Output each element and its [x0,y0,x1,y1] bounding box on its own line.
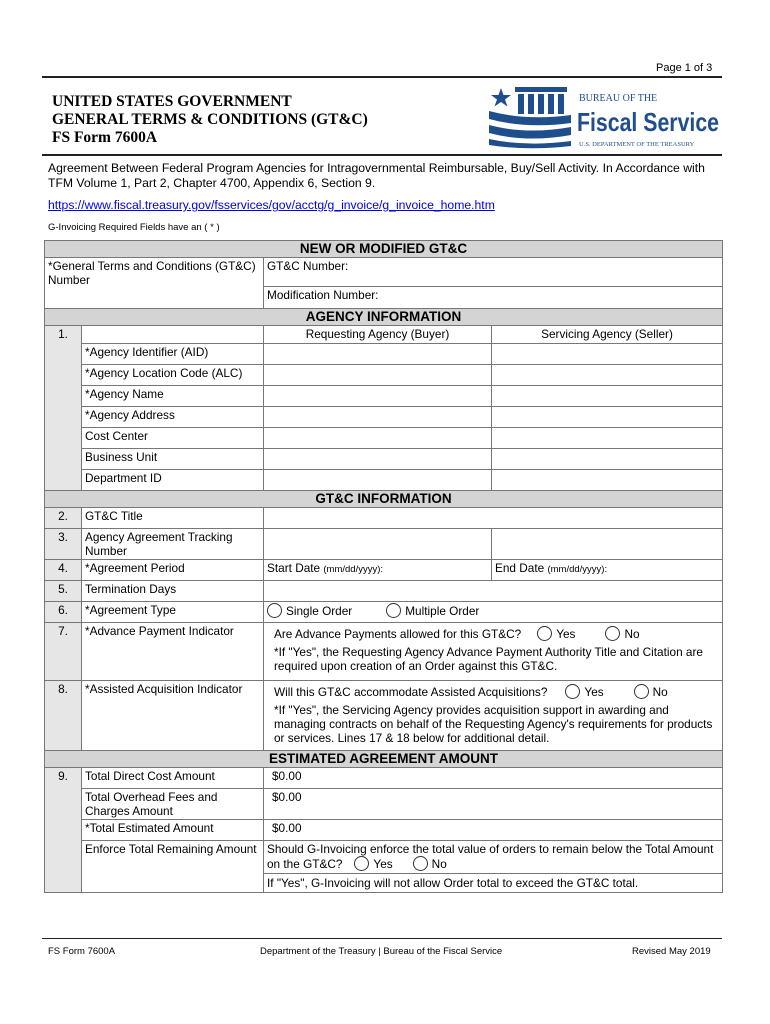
buyer-address-field[interactable] [264,407,492,428]
enforce-no-label: No [431,857,447,871]
top-rule [42,76,722,78]
assisted-acquisition-no-radio[interactable] [634,684,649,699]
advance-payment-yes-radio[interactable] [537,626,552,641]
assisted-acquisition-yes-label: Yes [584,685,604,699]
advance-payment-label: *Advance Payment Indicator [82,623,264,681]
agency-address-label: *Agency Address [82,407,264,428]
title-line-2: GENERAL TERMS & CONDITIONS (GT&C) [52,111,368,128]
buyer-name-field[interactable] [264,386,492,407]
total-estimated-label: *Total Estimated Amount [82,820,264,841]
end-date-field[interactable] [492,560,723,581]
row-number-8: 8. [45,681,82,751]
gtc-form-table [44,240,723,893]
gtc-title-caption: GT&C Title [85,509,143,523]
requesting-agency-header: Requesting Agency (Buyer) [264,326,492,344]
seller-department-id-field[interactable] [492,470,723,491]
start-date-format: (mm/dd/yyyy): [323,564,384,575]
footer-form-name: FS Form 7600A [48,946,116,957]
header-rule [42,154,722,156]
agreement-period-label: *Agreement Period [82,560,264,581]
assisted-acquisition-question: Will this GT&C accommodate Assisted Acquisitions? [274,685,548,699]
title-line-1: UNITED STATES GOVERNMENT [52,93,292,110]
row-number-1: 1. [45,326,82,491]
single-order-radio[interactable] [267,603,282,618]
end-date-format: (mm/dd/yyyy): [547,564,608,575]
assisted-acquisition-note: *If "Yes", the Servicing Agency provides acquisition support in awarding and managing contracts on behalf of the Requesting Agency's requirements for products or services. Lines 17 & 18 below for additional detail. [274,703,713,745]
cost-center-label: Cost Center [82,428,264,449]
modification-number-field[interactable] [264,287,723,309]
gtc-title-field[interactable] [264,508,723,529]
agency-location-code-label: *Agency Location Code (ALC) [82,365,264,386]
start-date-caption: Start Date [267,561,321,575]
seller-tracking-field[interactable] [492,529,723,560]
row-number-7: 7. [45,623,82,681]
modification-number-caption: Modification Number: [267,288,379,302]
page-number: Page 1 of 3 [656,62,713,74]
row-number-6: 6. [45,602,82,623]
direct-cost-field[interactable]: $0.00 [264,768,723,789]
assisted-acquisition-question-row [274,684,719,699]
multiple-order-label: Multiple Order [405,604,480,618]
enforce-yes-label: Yes [373,857,393,871]
svg-text:U.S. DEPARTMENT OF THE TREASUR: U.S. DEPARTMENT OF THE TREASURY [579,141,695,148]
advance-payment-question-row [274,626,719,641]
buyer-tracking-field[interactable] [264,529,492,560]
svg-text:Fiscal Service: Fiscal Service [577,107,719,137]
seller-business-unit-field[interactable] [492,449,723,470]
gtc-title-label [82,508,264,529]
enforce-note: If "Yes", G-Invoicing will not allow Order total to exceed the GT&C total. [267,876,639,890]
seller-address-field[interactable] [492,407,723,428]
title-line-3: FS Form 7600A [52,129,158,146]
section-header-gtc-info: GT&C INFORMATION [45,491,723,508]
intro-text: Agreement Between Federal Program Agencies for Intragovernmental Reimbursable, Buy/Sell Activity. In Accordance with TFM Volume 1, Part 2, Chapter 4700, Appendix 6, Section 9. [48,161,705,190]
total-estimated-field[interactable]: $0.00 [264,820,723,841]
footer-revised: Revised May 2019 [632,946,711,957]
enforce-no-radio[interactable] [413,856,428,871]
agreement-type-options [264,602,723,623]
agency-blank-header [82,326,264,344]
single-order-label: Single Order [286,604,353,618]
row-number-4: 4. [45,560,82,581]
advance-payment-block [264,623,723,681]
overhead-field[interactable]: $0.00 [264,789,723,820]
enforce-question: Should G-Invoicing enforce the total value of orders to remain below the Total Amount on the GT&C? [267,842,714,871]
g-invoicing-link[interactable]: https://www.fiscal.treasury.gov/fsservices/gov/acctg/g_invoice/g_invoice_home.htm [48,198,495,212]
enforce-question-row [264,841,722,874]
buyer-department-id-field[interactable] [264,470,492,491]
agreement-type-label: *Agreement Type [82,602,264,623]
tracking-number-label: Agency Agreement Tracking Number [82,529,264,560]
agency-identifier-label: *Agency Identifier (AID) [82,344,264,365]
footer-department: Department of the Treasury | Bureau of the Fiscal Service [260,946,503,957]
fiscal-service-logo [487,83,723,151]
buyer-cost-center-field[interactable] [264,428,492,449]
enforce-total-block [264,841,723,893]
required-fields-note: G-Invoicing Required Fields have an ( * ) [48,222,220,233]
footer-rule [42,938,722,939]
section-header-estimated: ESTIMATED AGREEMENT AMOUNT [45,751,723,768]
end-date-caption: End Date [495,561,545,575]
gtc-number-label: *General Terms and Conditions (GT&C) Number [45,258,264,309]
direct-cost-label: Total Direct Cost Amount [82,768,264,789]
row-number-5: 5. [45,581,82,602]
assisted-acquisition-yes-radio[interactable] [565,684,580,699]
assisted-acquisition-label: *Assisted Acquisition Indicator [82,681,264,751]
assisted-acquisition-block [264,681,723,751]
star-icon [491,88,511,107]
advance-payment-yes-label: Yes [556,627,576,641]
advance-payment-question: Are Advance Payments allowed for this GT&C? [274,627,522,641]
advance-payment-no-label: No [624,627,640,641]
seller-cost-center-field[interactable] [492,428,723,449]
agency-name-label: *Agency Name [82,386,264,407]
enforce-yes-radio[interactable] [354,856,369,871]
overhead-label: Total Overhead Fees and Charges Amount [82,789,264,820]
advance-payment-no-radio[interactable] [605,626,620,641]
gtc-number-caption: GT&C Number: [267,259,349,273]
form-title [52,93,368,147]
assisted-acquisition-no-label: No [652,685,668,699]
svg-text:BUREAU OF THE: BUREAU OF THE [579,93,658,104]
multiple-order-radio[interactable] [386,603,401,618]
row-number-2: 2. [45,508,82,529]
section-header-agency: AGENCY INFORMATION [45,309,723,326]
enforce-total-label: Enforce Total Remaining Amount [82,841,264,893]
department-id-label: Department ID [82,470,264,491]
business-unit-label: Business Unit [82,449,264,470]
row-number-9: 9. [45,768,82,893]
termination-days-label: Termination Days [82,581,264,602]
start-date-field[interactable] [264,560,492,581]
seller-alc-field[interactable] [492,365,723,386]
gtc-number-field[interactable] [264,258,723,287]
buyer-alc-field[interactable] [264,365,492,386]
section-header-new-or-modified: NEW OR MODIFIED GT&C [45,241,723,258]
row-number-3: 3. [45,529,82,560]
seller-aid-field[interactable] [492,344,723,365]
servicing-agency-header: Servicing Agency (Seller) [492,326,723,344]
advance-payment-note: *If "Yes", the Requesting Agency Advance Payment Authority Title and Citation are required upon creation of an Order against this GT&C. [274,645,703,673]
seller-name-field[interactable] [492,386,723,407]
buyer-aid-field[interactable] [264,344,492,365]
termination-days-field[interactable] [264,581,723,602]
buyer-business-unit-field[interactable] [264,449,492,470]
